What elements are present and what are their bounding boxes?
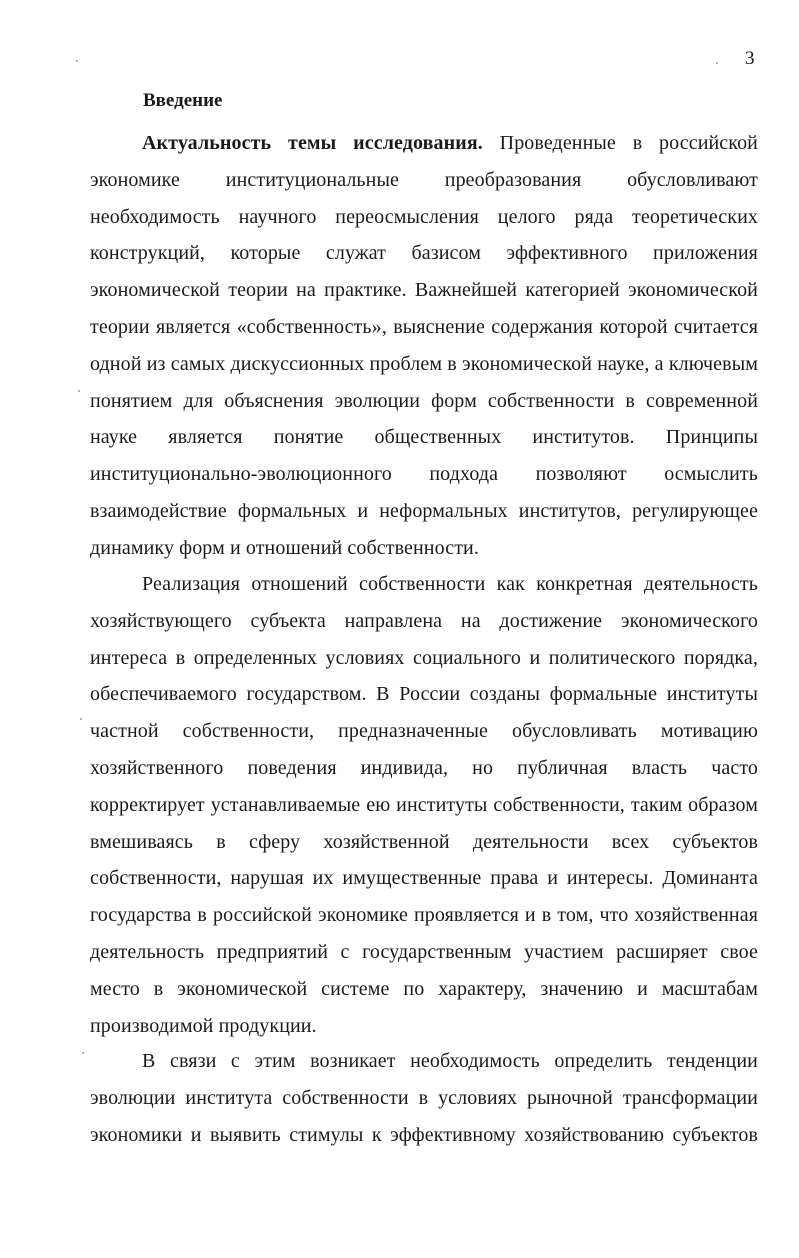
paragraph-line: эволюции института собственности в условиях рыночной трансформации: [90, 1086, 758, 1109]
scan-speck: [76, 60, 78, 62]
paragraph-relevance: [90, 125, 758, 567]
paragraph-line: экономике институциональные преобразования обусловливают: [90, 168, 758, 191]
paragraph-line: корректирует устанавливаемые ею институты собственности, таким образом: [90, 793, 758, 816]
page-number: 3: [745, 48, 755, 69]
paragraph-line: экономики и выявить стимулы к эффективному хозяйствованию субъектов: [90, 1123, 758, 1146]
paragraph-line: место в экономической системе по характеру, значению и масштабам: [90, 977, 758, 1000]
scan-speck: [716, 62, 718, 64]
paragraph-line: динамику форм и отношений собственности.: [90, 536, 479, 559]
paragraph-line: экономической теории на практике. Важнейшей категорией экономической: [90, 279, 758, 302]
paragraph-line: государства в российской экономике проявляется и в том, что хозяйственная: [90, 904, 758, 927]
paragraph-line: интереса в определенных условиях социального и политического порядка,: [90, 646, 758, 669]
paragraph-line: хозяйственного поведения индивида, но публичная власть часто: [90, 756, 758, 779]
paragraph-lead: Актуальность темы исследования.: [142, 132, 483, 154]
paragraph-line: необходимость научного переосмысления целого ряда теоретических: [90, 205, 758, 228]
paragraph-line: вмешиваясь в сферу хозяйственной деятельности всех субъектов: [90, 830, 758, 853]
paragraph-line: собственности, нарушая их имущественные права и интересы. Доминанта: [90, 867, 758, 890]
paragraph-line: Реализация отношений собственности как конкретная деятельность: [142, 573, 758, 595]
paragraph-line: деятельность предприятий с государственным участием расширяет свое: [90, 940, 758, 963]
scan-speck: [80, 718, 82, 720]
line-text: Проведенные в российской: [499, 132, 758, 154]
paragraph-line: конструкций, которые служат базисом эффективного приложения: [90, 242, 758, 265]
paragraph-line: [90, 125, 758, 162]
paragraph-line: обеспечиваемого государством. В России созданы формальные институты: [90, 683, 758, 706]
paragraph-line: В связи с этим возникает необходимость определить тенденции: [142, 1050, 758, 1072]
scan-speck: [82, 1052, 84, 1054]
paragraph-property-relations: [90, 566, 758, 1044]
paragraph-line: науке является понятие общественных институтов. Принципы: [90, 426, 758, 449]
paragraph-line: институционально-эволюционного подхода позволяют осмыслить: [90, 463, 758, 486]
paragraph-line: хозяйствующего субъекта направлена на достижение экономического: [90, 609, 758, 632]
paragraph-line: понятием для объяснения эволюции форм собственности в современной: [90, 389, 758, 412]
paragraph-line: производимой продукции.: [90, 1014, 317, 1037]
paragraph-line: теории является «собственность», выяснение содержания которой считается: [90, 315, 758, 338]
paragraph-line: частной собственности, предназначенные обусловливать мотивацию: [90, 720, 758, 743]
scan-speck: [78, 390, 80, 392]
paragraph-line: одной из самых дискуссионных проблем в экономической науке, а ключевым: [90, 352, 758, 375]
paragraph-necessity: [90, 1043, 758, 1153]
section-heading: Введение: [143, 90, 223, 111]
paragraph-line: взаимодействие формальных и неформальных институтов, регулирующее: [90, 499, 758, 522]
